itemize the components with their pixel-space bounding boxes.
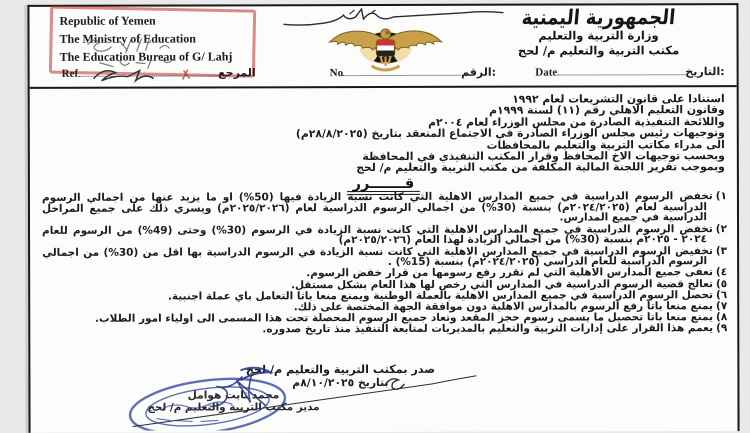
preamble-line: وقانون التعليم الاهلي رقم (١١) لسنة ١٩٩٩م [489, 103, 725, 118]
ref-field [62, 66, 256, 80]
english-line-bureau: The Education Bureau of G/ Lahj [59, 49, 233, 64]
preamble-line: الى مدراء مكاتب التربية والتعليم بالمحافظات [486, 137, 725, 152]
date-field [535, 65, 724, 78]
decree-item-5: ٥)تعالج قضية الرسوم الدراسية في المدارس التي رخص لها هذا العام بشكل مستقل. [290, 277, 728, 291]
preamble-line: واللائحة التنفيذية الصادرة من مجلس الوزراء لعام ٢٠٠٤م [428, 114, 725, 129]
ref-label-en: Ref [61, 67, 79, 80]
decree-item-4: ٤)تعفى جميع المدارس الاهلية التي لم تقرر رفع رسومها من قرار خفض الرسوم. [306, 266, 728, 280]
no-label-ar: الرقم: [461, 65, 497, 79]
no-dotted-line [343, 66, 461, 76]
english-line-country: Republic of Yemen [59, 13, 156, 28]
date-dotted-line [557, 65, 685, 75]
decree-item-3: ٣)تخفيض الرسوم الدراسية في جميع المدارس الاهلية التي كانت نسبة الزيادة في الرسوم الدراسية بها اقل من (30%) من اجمالي الرسوم الدراسية للعام الدراسي (٢٠٢٤/٢٠٢٥م) بنسبة (15%) . [42, 244, 728, 269]
decree-item-2: ٢)تخفض الرسوم الدراسية في جميع المدارس الاهلية التي كانت نسبة الزيادة في الرسوم (30%) وحتى (49%) من الرسوم للعام ٢٠٢٤ - ٢٠٢٥م بنسبة (30%) من اجمالي الزيادة لهذا العام (٢٠٢٥/٢٠٢٦م) [42, 222, 728, 247]
preamble [44, 93, 725, 175]
no-label-en: No [329, 67, 344, 80]
letterhead [29, 5, 736, 89]
document-page [27, 3, 739, 433]
preamble-line: استنادا على قانون التشريعات لعام ١٩٩٢ [512, 92, 725, 106]
arabic-calligraphy-title: الجمهورية اليمنية [520, 5, 677, 31]
date-label-ar: التاريخ: [685, 65, 725, 79]
preamble-line: وتوجيهات رئيس مجلس الوزراء الصادرة في الاجتماع المنعقد بتاريخ (٢٨/٨/٢٠٢٥م) [295, 126, 725, 141]
signer-name: محمد ثابت هوامل [187, 389, 280, 402]
english-line-ministry: The Ministry of Education [59, 31, 196, 46]
issued-block [200, 363, 480, 390]
date-label-en: Date [535, 66, 558, 79]
signer-block [118, 389, 348, 414]
number-field [330, 66, 496, 79]
preamble-line: وبموجب تقرير اللجنة المالية المكلفة من مكتب التربية والتعليم م/ لحج [356, 160, 725, 175]
signer-title: مدير مكتب التربية والتعليم م/ لحج [147, 401, 320, 414]
issued-date: بتاريخ ٨/١٠/٢٠٢٥م [292, 375, 389, 390]
preamble-line: وبحسب توجيهات الاخ المحافظ وقرار المكتب التنفيذي في المحافظة [362, 149, 725, 164]
ref-label-ar: المرجع [218, 66, 256, 80]
decree-heading: قـــــــرر [30, 172, 737, 196]
arabic-line-bureau: مكتب التربية والتعليم م/ لحج [517, 43, 680, 58]
decree-item-9: ٩)يعمم هذا القرار على إدارات التربية والتعليم بالمديريات لمتابعة التنفيذ منذ تاريخ صدوره. [262, 322, 728, 336]
arabic-letterhead [468, 5, 728, 59]
ref-dotted-line [78, 66, 218, 76]
english-letterhead [59, 11, 232, 65]
issued-line: صدر بمكتب التربية والتعليم م/ لحج [245, 362, 436, 377]
decree-item-6: ٦)تحصل الرسوم الدراسية في جميع المدارس الاهلية بالعملة الوطنية ويمنع منعا باتا التعامل باي عملة اجنبية. [167, 288, 728, 303]
decree-item-1: ١)تخفض الرسوم الدراسية في جميع المدارس الاهلية التي كانت نسبة الزيادة فيها (50%) او ما يزيد عنها من اجمالي الرسوم الدراسية لعام (٢٠٢٤/٢٠٢٥م) بنسبة (30%) من اجمالي الرسوم الدراسية لعام (٢٠٢٥/٢٠٢٦م) ويسري ذلك على جميع المراحل الدراسية في جميع المدارس. [41, 190, 727, 224]
reference-line [30, 65, 737, 83]
decree-item-8: ٨)يمنع منعا باتا تحصيل ما يسمى رسوم حجز المقعد وتعاد جميع الرسوم المحصلة تحت هذا المسمى الى اولياء امور الطلاب. [95, 311, 728, 325]
decree-item-7: ٧)يمنع منعا باتا رفع الرسوم بالمدارس الاهلية دون موافقة الجهة المختصة على ذلك. [293, 300, 728, 314]
arabic-line-ministry: وزارة التربية والتعليم [538, 28, 659, 43]
decree-items [42, 191, 727, 336]
